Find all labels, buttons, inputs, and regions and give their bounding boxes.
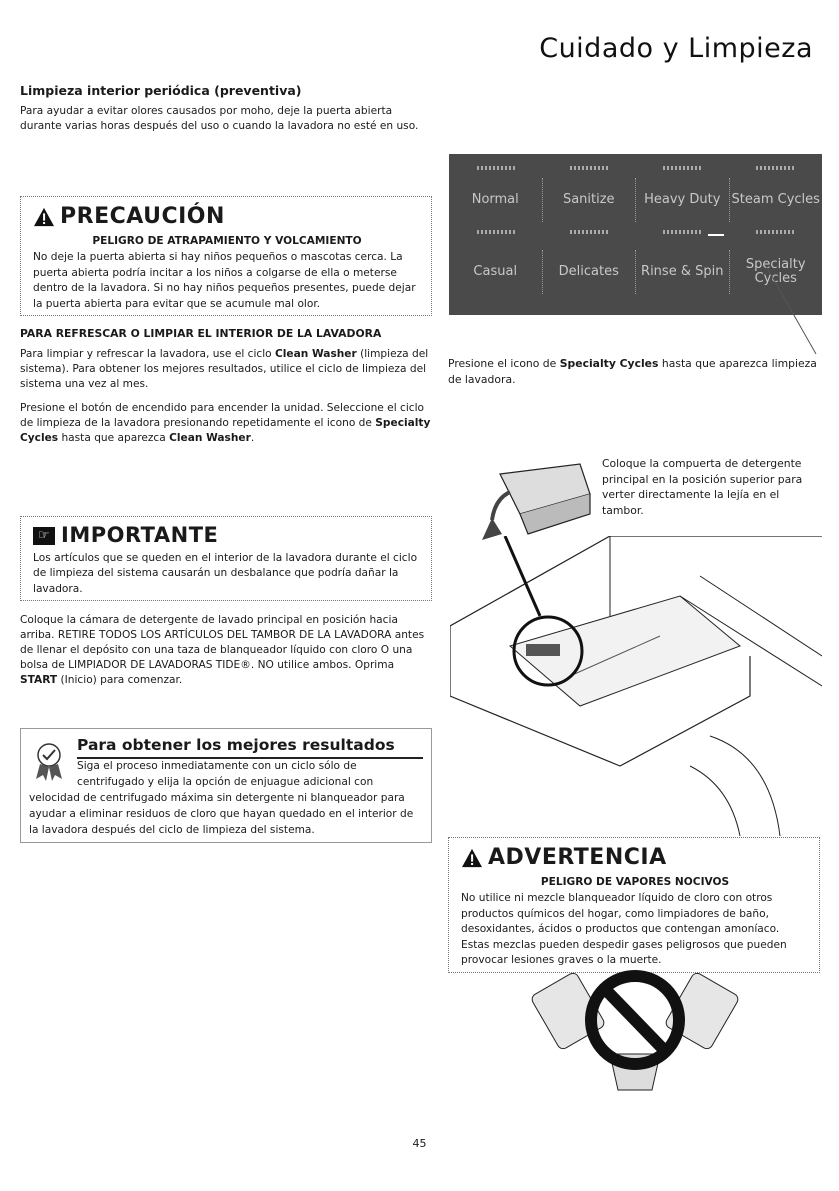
detergent-lid-illustration [470, 454, 602, 548]
section-heading: Limpieza interior periódica (preventiva) [20, 83, 302, 98]
precaution-subtitle: PELIGRO DE ATRAPAMIENTO Y VOLCAMIENTO [92, 235, 362, 248]
warning-triangle-icon [461, 848, 483, 868]
indicator-strip-middle [449, 230, 822, 237]
refresh-paragraph-1: Para limpiar y refrescar la lavadora, use el ciclo Clean Washer (limpieza del sistema). Para obtener los mejores resultados, utilice el ciclo de limpieza del sistema una vez al mes. [20, 347, 429, 390]
best-results-text: Siga el proceso inmediatamente con un ciclo sólo de centrifugado y elija la opción de enjuague adicional con velocidad de centrifugado máxima sin detergente ni blanqueador para ayudar a eliminar residuos de cloro que hayan quedado en el interior de la lavadora después del ciclo de limpieza del sistema. [29, 760, 414, 836]
cycle-heavy-duty: Heavy Duty [636, 178, 730, 222]
best-results-title: Para obtener los mejores resultados [77, 734, 423, 759]
important-box [20, 516, 432, 601]
cycle-rinse-spin: Rinse & Spin [636, 250, 730, 294]
cycle-delicates: Delicates [543, 250, 637, 294]
cycle-sanitize: Sanitize [543, 178, 637, 222]
cycle-steam-cycles: Steam Cycles [731, 192, 820, 208]
warning-title-row [461, 842, 809, 873]
load-paragraph: Coloque la cámara de detergente de lavado principal en posición hacia arriba. RETIRE TODOS LOS ARTÍCULOS DEL TAMBOR DE LA LAVADORA antes de llenar el depósito con una taza de blanqueador líquido con cloro O una bolsa de LIMPIADOR DE LAVADORAS TIDE®. NO utilice ambos. Oprima START (Inicio) para comenzar. [20, 614, 425, 687]
refresh-paragraph-2: Presione el botón de encendido para encender la unidad. Seleccione el ciclo de limpieza de la lavadora presionando repetidamente el icono de Specialty Cycles hasta que aparezca Clean Washer. [20, 401, 431, 444]
refresh-section [20, 327, 432, 455]
precaution-title: PRECAUCIÓN [60, 204, 225, 229]
left-column [20, 82, 432, 143]
washer-drawer-illustration [450, 536, 822, 836]
important-hand-icon: ☞ [33, 527, 55, 545]
page-number: 45 [412, 1137, 427, 1150]
panel-caption: Presione el icono de Specialty Cycles hasta que aparezca limpieza de lavadora. [448, 357, 817, 386]
page-title: Cuidado y Limpieza [539, 33, 813, 64]
warning-text: No utilice ni mezcle blanqueador líquido de cloro con otros productos químicos del hogar, como limpiadores de baño, desoxidantes, ácidos o productos que contengan amoníaco. Estas mezclas pueden despedir gases peligrosos que pueden provocar lesiones graves o la muerte. [461, 892, 787, 967]
medal-icon [29, 739, 71, 783]
cycle-normal: Normal [449, 178, 543, 222]
warning-triangle-icon [33, 207, 55, 227]
load-section [20, 613, 432, 697]
important-text: Los artículos que se queden en el interior de la lavadora durante el ciclo de limpieza del sistema causarán un desbalance que podría dañar la lavadora. [33, 551, 418, 595]
no-mixing-chemicals-illustration [530, 968, 740, 1096]
drawer-caption: Coloque la compuerta de detergente principal en la posición superior para verter directamente la lejía en el tambor. [602, 457, 803, 517]
warning-subtitle: PELIGRO DE VAPORES NOCIVOS [540, 876, 730, 889]
indicator-strip-top [449, 166, 822, 173]
cycle-casual: Casual [449, 250, 543, 294]
important-title-row [33, 521, 421, 551]
intro-paragraph: Para ayudar a evitar olores causados por moho, deje la puerta abierta durante varias horas después del uso o cuando la lavadora no esté en uso. [20, 104, 419, 132]
warning-title: ADVERTENCIA [488, 845, 667, 870]
cycle-specialty-cycles: Specialty Cycles [745, 257, 806, 286]
refresh-heading: PARA REFRESCAR O LIMPIAR EL INTERIOR DE LA LAVADORA [20, 327, 382, 340]
best-results-box [20, 728, 432, 843]
panel-row-1 [449, 178, 822, 222]
callout-pointer-line [760, 266, 820, 356]
important-title: IMPORTANTE [61, 523, 219, 547]
precaution-box [20, 196, 432, 316]
warning-box [448, 837, 820, 973]
selected-indicator-line [708, 234, 724, 236]
precaution-title-row [33, 201, 421, 232]
precaution-text: No deje la puerta abierta si hay niños pequeños o mascotas cerca. La puerta abierta podría incitar a los niños a colgarse de ella o meterse dentro de la lavadora. Si no hay niños pequeños presentes, puede dejar la puerta abierta para evitar que se acumule mal olor. [33, 251, 416, 310]
